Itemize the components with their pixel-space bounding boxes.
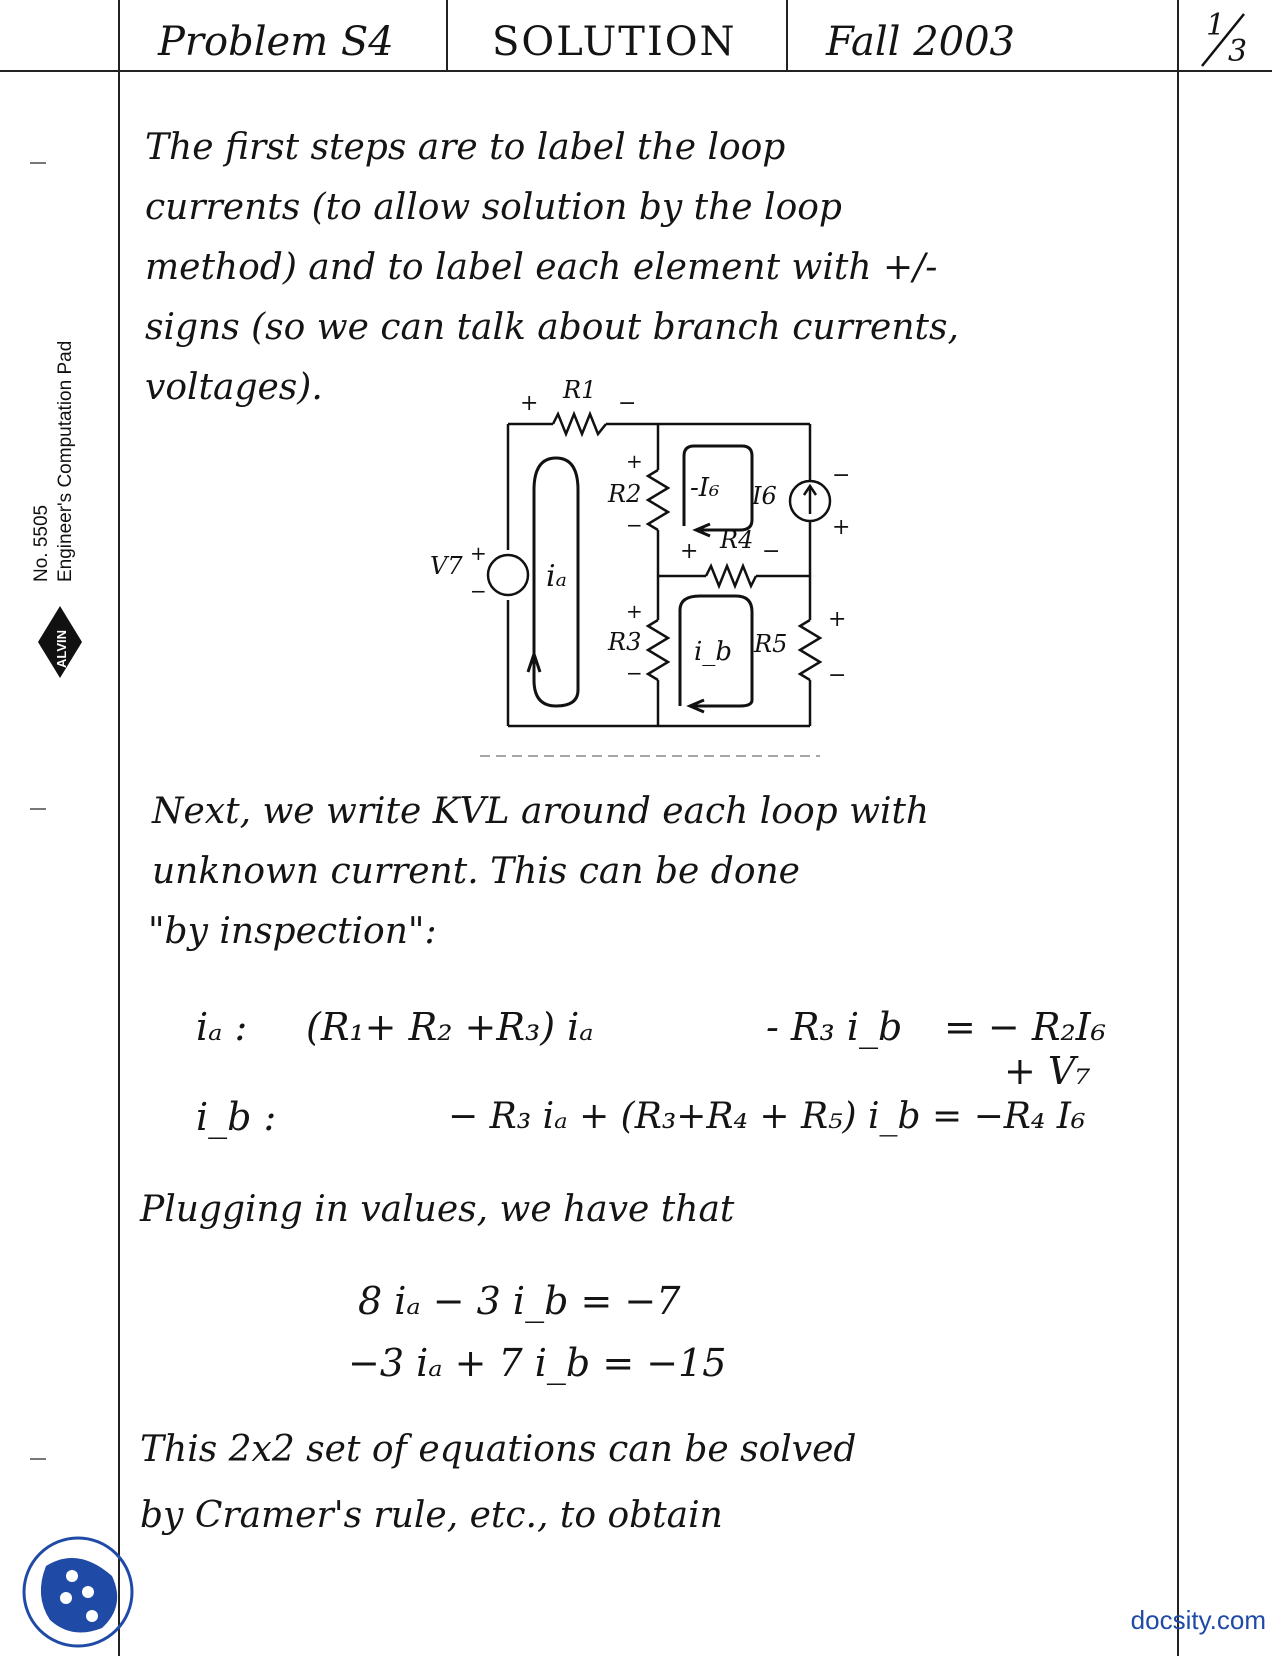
kvl-row2-label: i_b :	[196, 1095, 277, 1139]
text-line: currents (to allow solution by the loop	[145, 187, 842, 228]
header-divider-1	[118, 0, 120, 1656]
r4-resistor	[706, 566, 756, 586]
r4-plus: +	[680, 539, 699, 564]
kvl-row1-right2: + V₇	[1004, 1049, 1091, 1093]
header-divider-2	[446, 0, 448, 70]
header-solution: SOLUTION	[492, 19, 737, 65]
v7-minus: −	[470, 579, 487, 603]
kvl-row1-left: (R₁+ R₂ +R₃) iₐ	[306, 1005, 594, 1049]
r1-resistor	[553, 414, 606, 434]
r1-minus: −	[618, 391, 637, 416]
loop-b	[680, 596, 752, 706]
text-line: The first steps are to label the loop	[145, 127, 786, 168]
text-line: by Cramer's rule, etc., to obtain	[140, 1495, 723, 1536]
header-divider-4	[1177, 0, 1179, 1656]
pad-name: Engineer's Computation Pad	[55, 340, 76, 582]
r4-label: R4	[720, 526, 754, 554]
kvl-row1-mid: - R₃ i_b	[766, 1005, 903, 1049]
v7-source	[488, 555, 528, 595]
r3-label: R3	[608, 628, 642, 656]
page-number-numerator: 1	[1206, 8, 1226, 43]
i6-source	[790, 481, 830, 521]
r2-minus: −	[626, 513, 643, 537]
r3-plus: +	[626, 599, 643, 623]
page-number	[1192, 8, 1262, 70]
text-line: Plugging in values, we have that	[140, 1189, 735, 1230]
loop-a	[534, 458, 578, 706]
loop-a-label: iₐ	[546, 559, 567, 594]
page-number-denominator: 3	[1228, 34, 1248, 69]
loop-c-label: -I₆	[690, 473, 720, 503]
system-eq-1: 8 iₐ − 3 i_b = −7	[358, 1279, 681, 1323]
r1-plus: +	[520, 391, 539, 416]
header-rule	[0, 70, 1272, 72]
text-line: "by inspection":	[148, 911, 437, 952]
kvl-row1-right: = − R₂I₆	[944, 1005, 1106, 1049]
v7-label: V7	[430, 552, 463, 580]
text-line: method) and to label each element with +/-	[145, 247, 938, 288]
r5-minus: −	[828, 663, 847, 688]
r2-plus: +	[626, 449, 643, 473]
docsity-watermark[interactable]: docsity.com	[1130, 1605, 1266, 1635]
header-problem: Problem S4	[158, 19, 394, 65]
system-eq-2: −3 iₐ + 7 i_b = −15	[348, 1341, 727, 1385]
i6-minus: −	[832, 463, 851, 488]
text-line: Next, we write KVL around each loop with	[152, 791, 930, 832]
page-fraction-slash	[1192, 8, 1262, 70]
text-line: voltages).	[145, 367, 323, 408]
r5-resistor	[800, 620, 820, 680]
i6-label: I6	[752, 482, 777, 510]
kvl-row1-label: iₐ :	[196, 1005, 248, 1049]
docsity-mark-icon	[22, 1536, 134, 1648]
kvl-row2-equation: − R₃ iₐ + (R₃+R₄ + R₅) i_b = −R₄ I₆	[448, 1096, 1086, 1137]
text-line: signs (so we can talk about branch currents,	[145, 307, 959, 348]
loop-c	[684, 446, 752, 530]
r3-minus: −	[626, 661, 643, 685]
text-line: This 2x2 set of equations can be solved	[140, 1429, 857, 1470]
r1-label: R1	[563, 376, 597, 404]
r4-minus: −	[762, 539, 781, 564]
alvin-brand: ALVIN	[54, 629, 69, 668]
pad-number: No. 5505	[31, 504, 52, 582]
r2-resistor	[648, 470, 668, 530]
margin-tick	[30, 1458, 46, 1460]
i6-plus: +	[832, 515, 851, 540]
r3-resistor	[648, 620, 668, 680]
text-line: unknown current. This can be done	[152, 851, 800, 892]
pad-label	[30, 262, 90, 582]
loop-b-label: i_b	[694, 637, 732, 667]
r5-label: R5	[754, 630, 788, 658]
margin-tick	[30, 808, 46, 810]
alvin-logo-icon	[38, 606, 82, 678]
header-divider-3	[786, 0, 788, 70]
header-term: Fall 2003	[826, 19, 1015, 65]
v7-plus: +	[470, 541, 487, 565]
r5-plus: +	[828, 607, 847, 632]
margin-tick	[30, 162, 46, 164]
r2-label: R2	[608, 480, 642, 508]
